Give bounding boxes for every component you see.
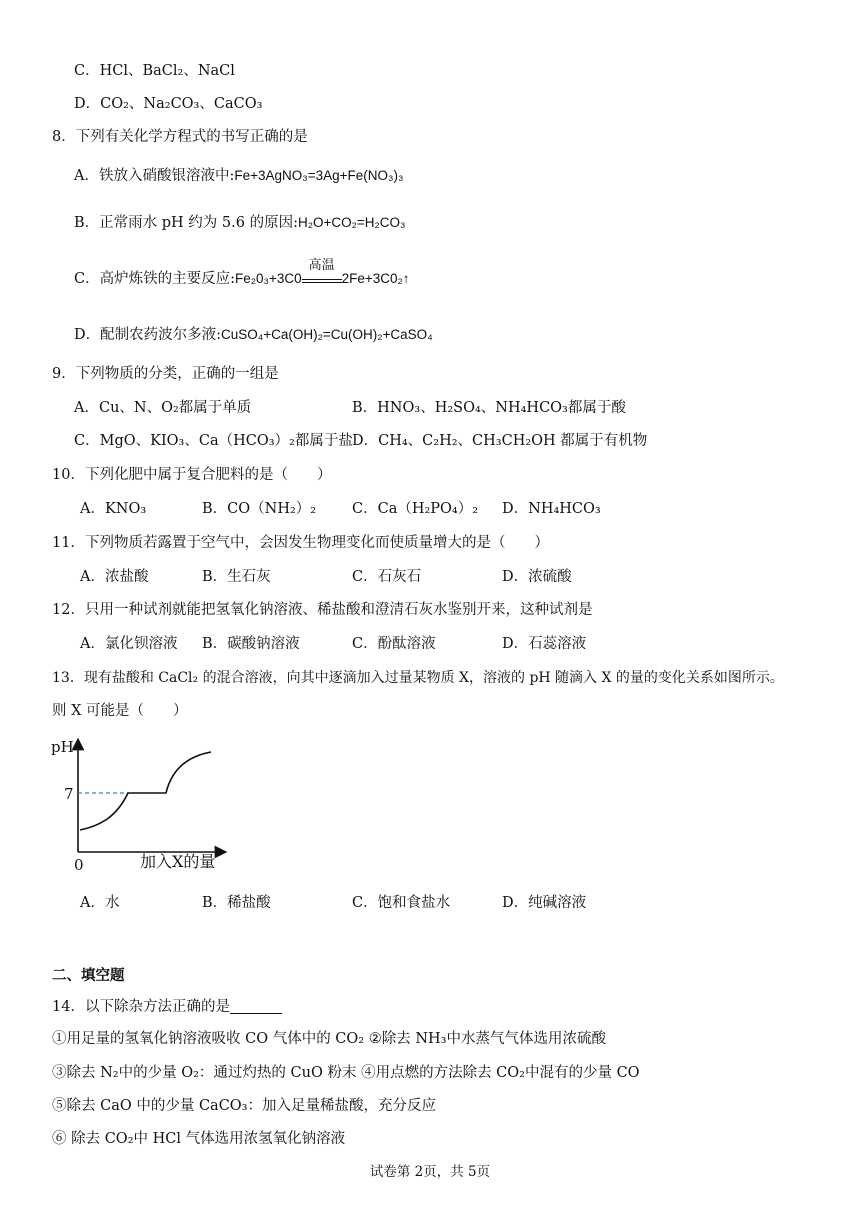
q12-option-d: D．石蕊溶液	[502, 636, 587, 652]
q14-stem-line	[52, 998, 282, 1016]
q11-option-d: D．浓硫酸	[502, 569, 572, 585]
q11-option-b: B．生石灰	[202, 569, 271, 585]
q10-stem: 10．下列化肥中属于复合肥料的是（ ）	[52, 467, 332, 483]
q8-option-a-label: A．铁放入硝酸银溶液中:	[74, 168, 235, 184]
q7-option-d: D．CO₂、Na₂CO₃、CaCO₃	[74, 96, 263, 112]
q13-option-a: A．水	[80, 895, 120, 911]
q11-stem: 11．下列物质若露置于空气中，会因发生物理变化而使质量增大的是（ ）	[52, 535, 549, 551]
q8-option-c-label: C．高炉炼铁的主要反应:	[74, 271, 235, 287]
q8-option-d-equation: CuSO₄+Ca(OH)₂=Cu(OH)₂+CaSO₄	[221, 327, 433, 342]
q13-option-d: D．纯碱溶液	[502, 895, 587, 911]
q9-option-a: A．Cu、N、O₂都属于单质	[74, 400, 252, 416]
q9-option-c: C．MgO、KIO₃、Ca（HCO₃）₂都属于盐	[74, 433, 353, 449]
q7-option-c: C．HCl、BaCl₂、NaCl	[74, 63, 235, 79]
origin-label: 0	[74, 856, 84, 874]
q14-items-1-2: ①用足量的氢氧化钠溶液吸收 CO 气体中的 CO₂ ②除去 NH₃中水蒸气气体选用浓硫酸	[52, 1031, 606, 1047]
y-axis-label: pH	[51, 738, 74, 756]
q9-stem: 9．下列物质的分类，正确的一组是	[52, 366, 279, 382]
answer-blank[interactable]	[230, 999, 282, 1014]
reaction-condition: 高温	[308, 258, 335, 273]
q9-option-d: D．CH₄、C₂H₂、CH₃CH₂OH 都属于有机物	[352, 433, 648, 449]
q14-stem: 14．以下除杂方法正确的是	[52, 999, 230, 1015]
ph-7-tick-label: 7	[64, 785, 74, 803]
q9-option-b: B．HNO₃、H₂SO₄、NH₄HCO₃都属于酸	[352, 400, 626, 416]
q8-option-b	[74, 214, 405, 232]
q8-option-c-left: Fe₂0₃+3C0	[234, 271, 302, 286]
q8-option-c	[74, 258, 410, 288]
reaction-arrow	[302, 258, 342, 283]
q11-option-a: A．浓盐酸	[80, 569, 149, 585]
q8-option-d-label: D．配制农药波尔多液:	[74, 327, 222, 343]
q13-option-c: C．饱和食盐水	[352, 895, 451, 911]
page-footer: 试卷第 2页，共 5页	[369, 1164, 491, 1180]
q12-stem: 12．只用一种试剂就能把氢氧化钠溶液、稀盐酸和澄清石灰水鉴别开来，这种试剂是	[52, 602, 593, 618]
q12-option-c: C．酚酞溶液	[352, 636, 436, 652]
x-axis-label: 加入X的量	[140, 852, 216, 871]
q8-option-b-label: B．正常雨水 pH 约为 5.6 的原因:	[74, 215, 298, 231]
q8-option-a	[74, 167, 404, 185]
section-title: 二、填空题	[52, 967, 125, 984]
q10-option-c: C．Ca（H₂PO₄）₂	[352, 501, 479, 517]
q12-option-b: B．碳酸钠溶液	[202, 636, 300, 652]
q8-option-d	[74, 326, 433, 344]
ph-graph	[44, 730, 244, 878]
q13-stem-line2: 则 X 可能是（ ）	[52, 703, 188, 719]
q10-option-d: D．NH₄HCO₃	[502, 501, 601, 517]
q8-stem: 8．下列有关化学方程式的书写正确的是	[52, 129, 308, 145]
q14-item-5: ⑤除去 CaO 中的少量 CaCO₃：加入足量稀盐酸，充分反应	[52, 1098, 436, 1114]
q12-option-a: A．氯化钡溶液	[80, 636, 178, 652]
q8-option-a-equation: Fe+3AgNO₃=3Ag+Fe(NO₃)₃	[234, 168, 404, 183]
q13-stem-line1: 13．现有盐酸和 CaCl₂ 的混合溶液，向其中逐滴加入过量某物质 X，溶液的 pH 随滴入 X 的量的变化关系如图所示。	[52, 670, 784, 686]
ph-curve	[80, 752, 211, 830]
q10-option-b: B．CO（NH₂）₂	[202, 501, 317, 517]
q8-option-c-right: 2Fe+3C0₂↑	[341, 271, 410, 286]
q14-item-6: ⑥ 除去 CO₂中 HCl 气体选用浓氢氧化钠溶液	[52, 1131, 346, 1147]
q8-option-b-equation: H₂O+CO₂=H₂CO₃	[297, 215, 406, 230]
q10-option-a: A．KNO₃	[80, 501, 147, 517]
q13-option-b: B．稀盐酸	[202, 895, 271, 911]
q14-items-3-4: ③除去 N₂中的少量 O₂：通过灼热的 CuO 粉末 ④用点燃的方法除去 CO₂中混有的少量 CO	[52, 1065, 640, 1081]
q11-option-c: C．石灰石	[352, 569, 422, 585]
